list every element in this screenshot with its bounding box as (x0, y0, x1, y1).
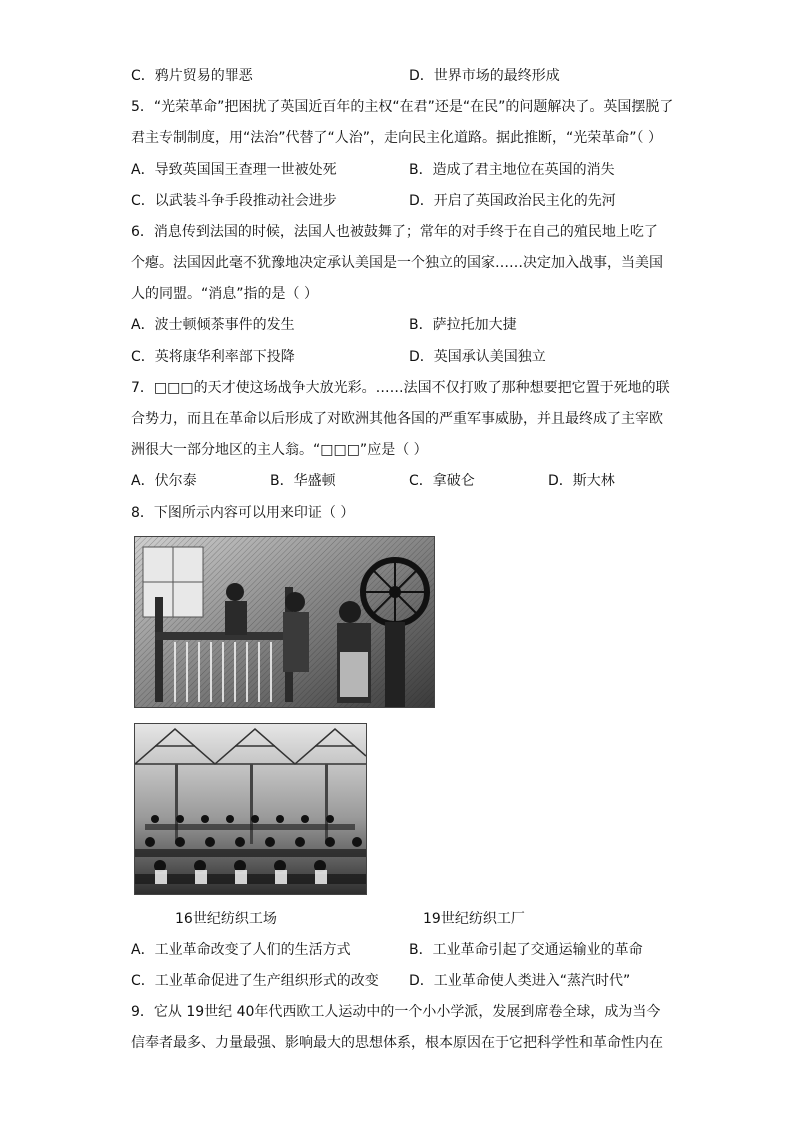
q8-option-d: D．工业革命使人类进入“蒸汽时代” (409, 973, 631, 989)
textile-factory-19c-image (134, 723, 367, 895)
q7-stem-line2: 合势力，而且在革命以后形成了对欧洲其他各国的严重军事威胁，并且最终成了主宰欧 (131, 411, 663, 427)
q7-stem-line3: 洲很大一部分地区的主人翁。“□□□”应是（ ） (131, 442, 428, 458)
q5-stem-line2: 君主专制制度，用“法治”代替了“人治”，走向民主化道路。据此推断，“光荣革命”（ ） (131, 130, 662, 146)
q6-option-b: B．萨拉托加大捷 (409, 317, 517, 333)
caption-19c-factory: 19世纪纺织工厂 (423, 911, 525, 927)
q8-option-c: C．工业革命促进了生产组织形式的改变 (131, 973, 379, 989)
caption-16c-workshop: 16世纪纺织工场 (175, 911, 277, 927)
q6-option-a: A．波士顿倾茶事件的发生 (131, 317, 295, 333)
q7-option-d: D．斯大林 (548, 473, 615, 489)
q7-option-c: C．拿破仑 (409, 473, 475, 489)
q6-option-c: C．英将康华利率部下投降 (131, 349, 295, 365)
textile-workshop-16c-image (134, 536, 435, 708)
q9-stem-line2: 信奉者最多、力量最强、影响最大的思想体系，根本原因在于它把科学性和革命性内在 (131, 1035, 663, 1051)
q8-option-b: B．工业革命引起了交通运输业的革命 (409, 942, 643, 958)
q4-option-c: C．鸦片贸易的罪恶 (131, 68, 253, 84)
q7-option-a: A．伏尔泰 (131, 473, 197, 489)
q8-option-a: A．工业革命改变了人们的生活方式 (131, 942, 351, 958)
q5-option-c: C．以武装斗争手段推动社会进步 (131, 193, 337, 209)
q6-stem-line3: 人的同盟。“消息”指的是（ ） (131, 286, 318, 302)
q5-option-d: D．开启了英国政治民主化的先河 (409, 193, 616, 209)
q9-stem-line1: 9．它从 19世纪 40年代西欧工人运动中的一个小小学派，发展到席卷全球，成为当今 (131, 1004, 661, 1020)
q6-option-d: D．英国承认美国独立 (409, 349, 546, 365)
q6-stem-line2: 个瘪。法国因此毫不犹豫地决定承认美国是一个独立的国家……决定加入战事，当美国 (131, 255, 663, 271)
q5-stem-line1: 5．“光荣革命”把困扰了英国近百年的主权“在君”还是“在民”的问题解决了。英国摆脱了 (131, 99, 674, 115)
q7-stem-line1: 7．□□□的天才使这场战争大放光彩。……法国不仅打败了那种想要把它置于死地的联 (131, 380, 670, 396)
q7-option-b: B．华盛顿 (270, 473, 336, 489)
q5-option-a: A．导致英国国王查理一世被处死 (131, 162, 337, 178)
q6-stem-line1: 6．消息传到法国的时候，法国人也被鼓舞了；常年的对手终于在自己的殖民地上吃了 (131, 224, 658, 240)
q8-stem-line1: 8．下图所示内容可以用来印证（ ） (131, 505, 355, 521)
q5-option-b: B．造成了君主地位在英国的消失 (409, 162, 615, 178)
q4-option-d: D．世界市场的最终形成 (409, 68, 560, 84)
